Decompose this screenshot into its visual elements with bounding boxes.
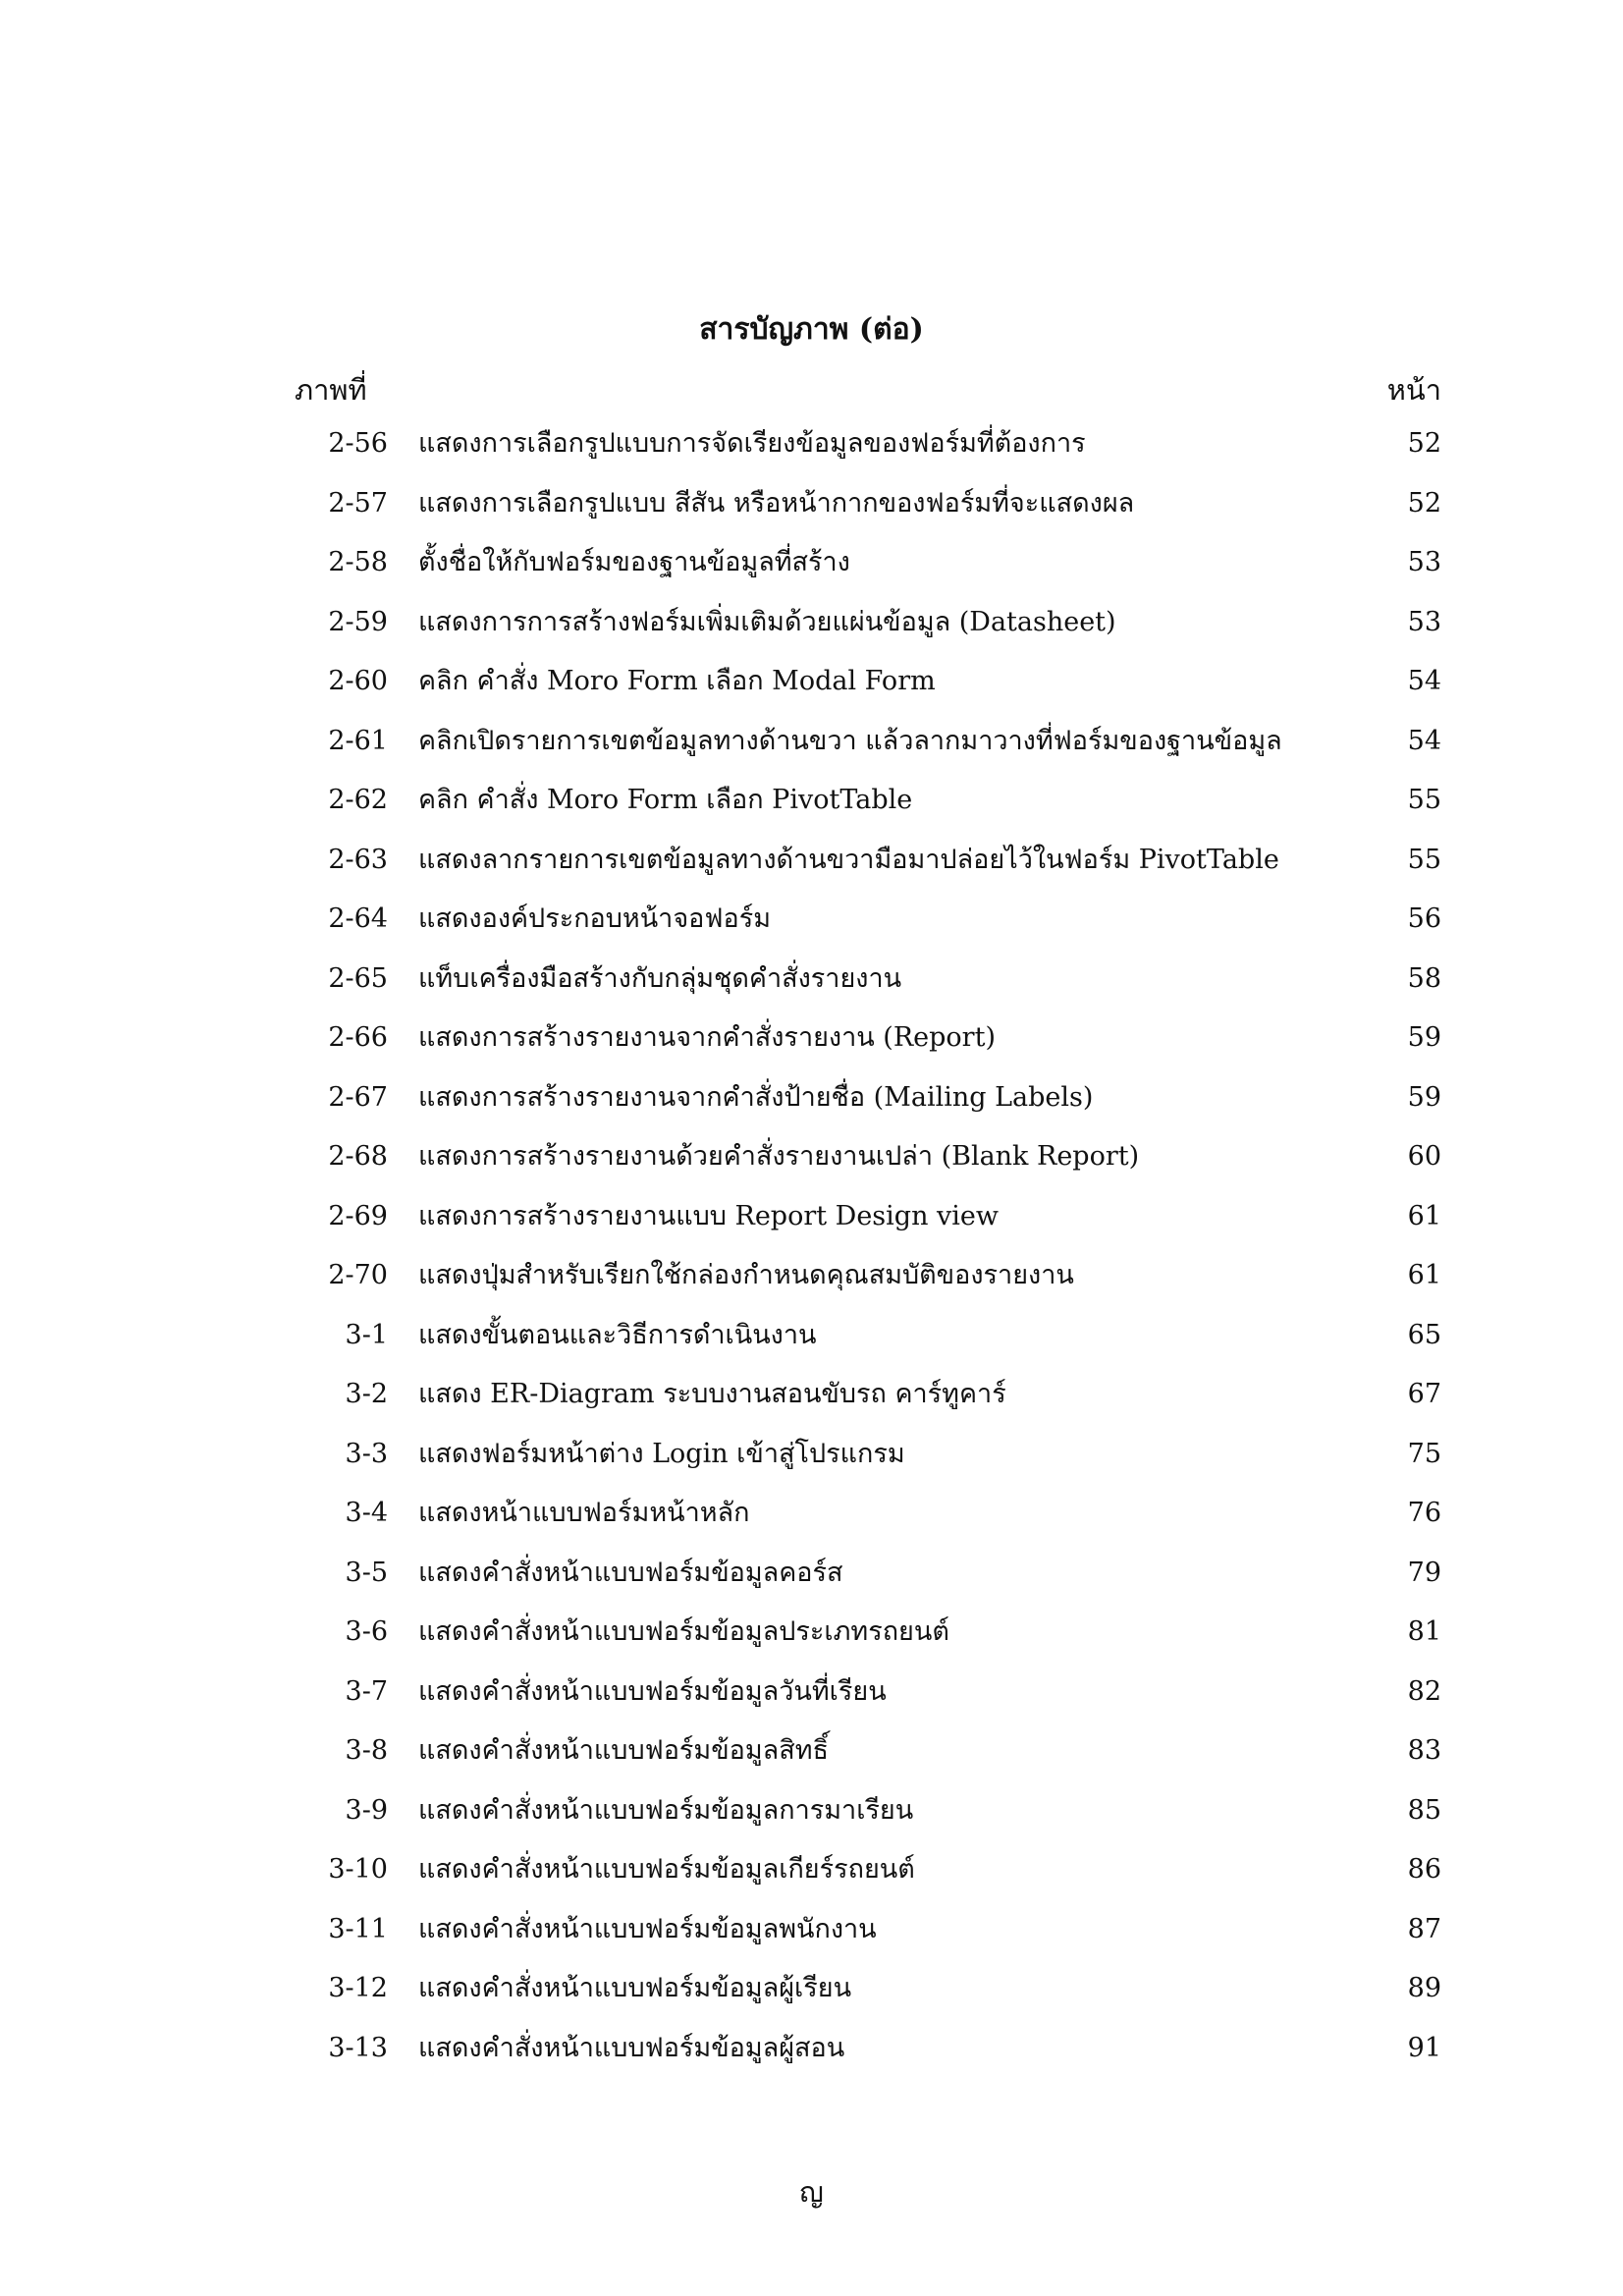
list-item <box>0 662 1623 722</box>
figure-page-number: 59 <box>1407 1022 1441 1053</box>
figure-caption: แสดงคำสั่งหน้าแบบฟอร์มข้อมูลการมาเรียน <box>418 1794 914 1826</box>
figure-page-number: 82 <box>1407 1675 1441 1707</box>
list-item <box>0 1969 1623 2029</box>
figure-caption: แสดงคำสั่งหน้าแบบฟอร์มข้อมูลผู้เรียน <box>418 1973 852 2003</box>
figure-page-number: 87 <box>1407 1913 1441 1944</box>
figure-number: 3-1 <box>345 1319 388 1350</box>
figure-caption: คลิกเปิดรายการเขตข้อมูลทางด้านขวา แล้วลากมาวางที่ฟอร์มของฐานข้อมูล <box>418 725 1282 756</box>
figure-number: 3-13 <box>328 2032 388 2063</box>
figure-page-number: 85 <box>1407 1794 1441 1826</box>
figure-number: 3-7 <box>345 1675 388 1707</box>
figure-caption: แสดงองค์ประกอบหน้าจอฟอร์ม <box>418 903 771 934</box>
list-item <box>0 1850 1623 1910</box>
list-item <box>0 1613 1623 1672</box>
figure-caption: แสดงคำสั่งหน้าแบบฟอร์มข้อมูลผู้สอน <box>418 2032 845 2063</box>
figure-caption: แสดงคำสั่งหน้าแบบฟอร์มข้อมูลสิทธิ์ <box>418 1735 829 1766</box>
figure-caption: แสดงการสร้างรายงานแบบ Report Design view <box>418 1200 1000 1231</box>
figure-page-number: 58 <box>1407 962 1441 994</box>
figure-number: 2-57 <box>328 487 388 519</box>
list-item <box>0 424 1623 484</box>
figure-page-number: 89 <box>1407 1973 1441 2003</box>
figure-number: 2-63 <box>328 844 388 875</box>
figure-number: 2-68 <box>328 1141 388 1172</box>
page-number-column-header: หน้า <box>1386 373 1441 407</box>
figure-page-number: 54 <box>1407 666 1441 696</box>
figure-caption: แสดงการสร้างรายงานจากคำสั่งรายงาน (Report) <box>418 1022 996 1053</box>
figure-page-number: 91 <box>1407 2032 1441 2063</box>
figure-page-number: 61 <box>1407 1200 1441 1231</box>
figure-caption: แสดงคำสั่งหน้าแบบฟอร์มข้อมูลเกียร์รถยนต์ <box>418 1854 915 1885</box>
figure-page-number: 52 <box>1407 487 1441 519</box>
figure-page-number: 76 <box>1407 1498 1441 1528</box>
list-item <box>0 781 1623 841</box>
figure-number: 2-59 <box>328 606 388 637</box>
figure-caption: แท็บเครื่องมือสร้างกับกลุ่มชุดคำสั่งรายงาน <box>418 962 902 994</box>
figure-list <box>0 424 1623 2088</box>
list-item <box>0 1791 1623 1851</box>
figure-caption: แสดงการเลือกรูปแบบการจัดเรียงข้อมูลของฟอร์มที่ต้องการ <box>418 428 1086 459</box>
list-item <box>0 841 1623 901</box>
figure-number: 2-65 <box>328 962 388 994</box>
figure-caption: แสดงหน้าแบบฟอร์มหน้าหลัก <box>418 1498 750 1528</box>
figure-page-number: 55 <box>1407 785 1441 815</box>
figure-caption: แสดงคำสั่งหน้าแบบฟอร์มข้อมูลประเภทรถยนต์ <box>418 1616 949 1647</box>
figure-number: 2-62 <box>328 785 388 815</box>
figure-caption: แสดงการการสร้างฟอร์มเพิ่มเติมด้วยแผ่นข้อมูล (Datasheet) <box>418 606 1116 637</box>
figure-number: 3-5 <box>345 1557 388 1588</box>
figure-caption: แสดงลากรายการเขตข้อมูลทางด้านขวามือมาปล่อยไว้ในฟอร์ม PivotTable <box>418 844 1279 875</box>
list-item <box>0 484 1623 544</box>
list-item <box>0 1494 1623 1554</box>
figure-number: 3-3 <box>345 1438 388 1469</box>
list-item <box>0 722 1623 782</box>
figure-number: 2-61 <box>328 725 388 756</box>
list-item <box>0 1731 1623 1791</box>
page-title: สารบัญภาพ (ต่อ) <box>699 312 924 347</box>
list-item <box>0 1018 1623 1078</box>
list-item <box>0 900 1623 959</box>
figure-number: 2-66 <box>328 1022 388 1053</box>
figure-number: 2-64 <box>328 903 388 934</box>
figure-page-number: 67 <box>1407 1379 1441 1409</box>
figure-page-number: 81 <box>1407 1616 1441 1647</box>
figure-page-number: 61 <box>1407 1260 1441 1290</box>
figure-number: 3-11 <box>328 1913 388 1944</box>
list-item <box>0 1316 1623 1376</box>
figure-caption: คลิก คำสั่ง Moro Form เลือก Modal Form <box>418 666 936 696</box>
list-item <box>0 1672 1623 1732</box>
figure-number: 3-9 <box>345 1794 388 1826</box>
figure-page-number: 79 <box>1407 1557 1441 1588</box>
figure-page-number: 75 <box>1407 1438 1441 1469</box>
list-item <box>0 1910 1623 1970</box>
figure-page-number: 83 <box>1407 1735 1441 1766</box>
figure-page-number: 59 <box>1407 1081 1441 1113</box>
figure-page-number: 54 <box>1407 725 1441 756</box>
figure-page-number: 86 <box>1407 1854 1441 1885</box>
list-item <box>0 543 1623 603</box>
figure-page-number: 52 <box>1407 428 1441 459</box>
figure-page-number: 53 <box>1407 606 1441 637</box>
figure-number: 3-10 <box>328 1854 388 1885</box>
list-item <box>0 1137 1623 1197</box>
figure-caption: แสดงคำสั่งหน้าแบบฟอร์มข้อมูลคอร์ส <box>418 1557 843 1588</box>
figure-number: 2-60 <box>328 666 388 696</box>
figure-caption: แสดงคำสั่งหน้าแบบฟอร์มข้อมูลวันที่เรียน <box>418 1675 887 1707</box>
figure-caption: แสดงการสร้างรายงานจากคำสั่งป้ายชื่อ (Mailing Labels) <box>418 1081 1094 1113</box>
figure-caption: แสดงการเลือกรูปแบบ สีสัน หรือหน้ากากของฟอร์มที่จะแสดงผล <box>418 487 1135 519</box>
figure-caption: คลิก คำสั่ง Moro Form เลือก PivotTable <box>418 785 913 815</box>
figure-caption: แสดงการสร้างรายงานด้วยคำสั่งรายงานเปล่า (Blank Report) <box>418 1141 1140 1172</box>
figure-caption: แสดง ER-Diagram ระบบงานสอนขับรถ คาร์ทูคาร์ <box>418 1379 1006 1409</box>
figure-number: 3-6 <box>345 1616 388 1647</box>
figure-number: 2-56 <box>328 428 388 459</box>
list-item <box>0 1554 1623 1613</box>
figure-caption: แสดงฟอร์มหน้าต่าง Login เข้าสู่โปรแกรม <box>418 1438 905 1469</box>
figure-caption: แสดงขั้นตอนและวิธีการดำเนินงาน <box>418 1319 817 1350</box>
list-item <box>0 603 1623 663</box>
figure-caption: แสดงคำสั่งหน้าแบบฟอร์มข้อมูลพนักงาน <box>418 1913 877 1944</box>
list-item <box>0 1078 1623 1138</box>
figure-page-number: 56 <box>1407 903 1441 934</box>
figure-number: 2-67 <box>328 1081 388 1113</box>
figure-number: 2-69 <box>328 1200 388 1231</box>
figure-number-column-header: ภาพที่ <box>295 373 367 407</box>
list-item <box>0 1375 1623 1435</box>
figure-number: 3-4 <box>345 1498 388 1528</box>
figure-number: 2-70 <box>328 1260 388 1290</box>
list-item <box>0 1256 1623 1316</box>
figure-number: 3-12 <box>328 1973 388 2003</box>
list-item <box>0 959 1623 1019</box>
list-item <box>0 2029 1623 2089</box>
figure-page-number: 55 <box>1407 844 1441 875</box>
figure-page-number: 60 <box>1407 1141 1441 1172</box>
figure-number: 3-8 <box>345 1735 388 1766</box>
figure-caption: ตั้งชื่อให้กับฟอร์มของฐานข้อมูลที่สร้าง <box>418 547 850 577</box>
list-item <box>0 1435 1623 1495</box>
figure-page-number: 53 <box>1407 547 1441 577</box>
figure-caption: แสดงปุ่มสำหรับเรียกใช้กล่องกำหนดคุณสมบัติของรายงาน <box>418 1260 1074 1290</box>
figure-number: 2-58 <box>328 547 388 577</box>
page-footer-number: ญ <box>799 2175 824 2209</box>
figure-page-number: 65 <box>1407 1319 1441 1350</box>
figure-number: 3-2 <box>345 1379 388 1409</box>
list-item <box>0 1197 1623 1257</box>
